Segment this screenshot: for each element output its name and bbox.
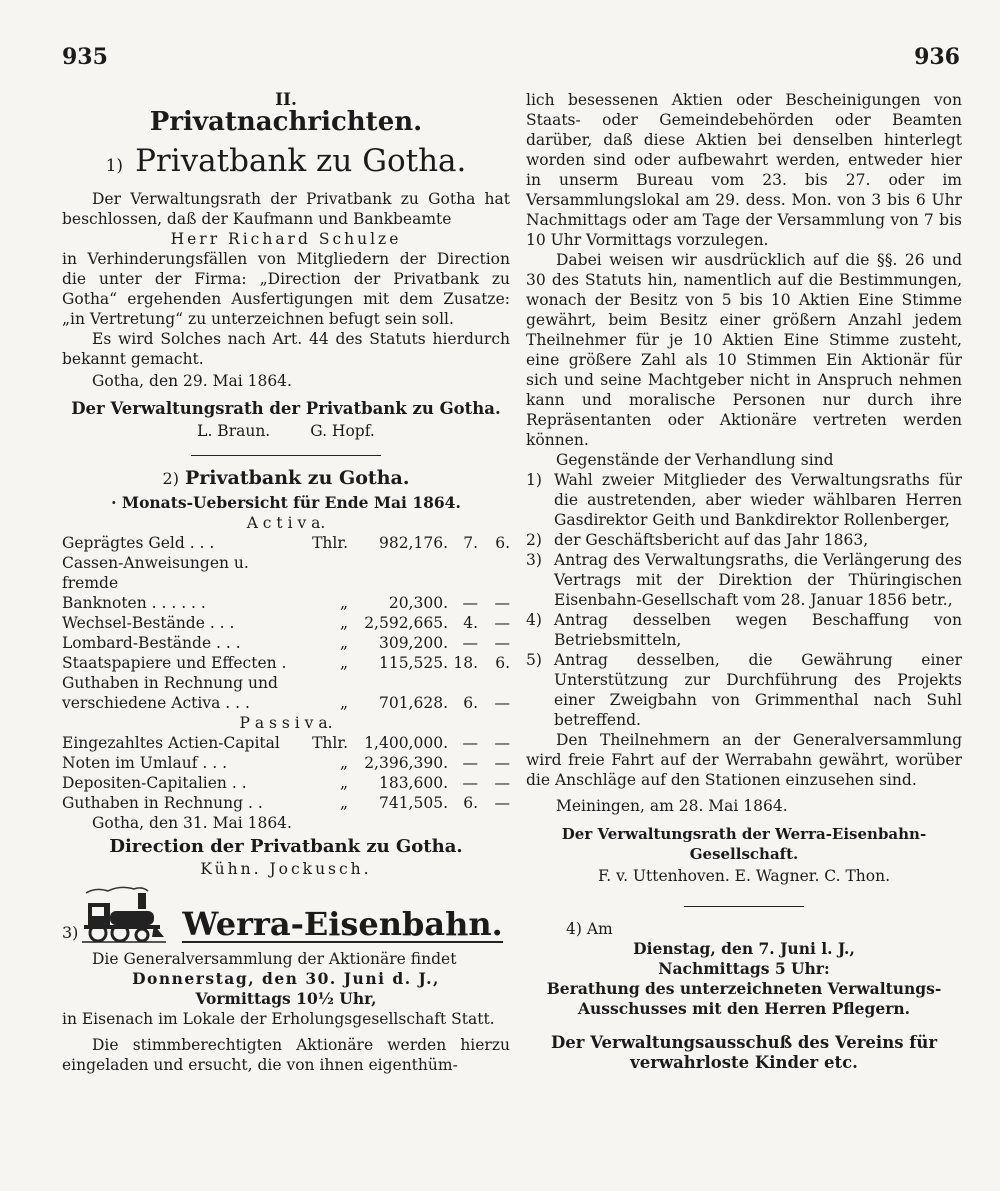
activa-label-cell: verschiedene Activa . . . <box>62 694 250 712</box>
item1-para1: Der Verwaltungsrath der Privatbank zu Gotha hat beschlossen, daß der Kaufmann und Bankbeamte <box>62 190 510 228</box>
activa-label-cell: Lombard-Bestände . . . <box>62 634 241 652</box>
activa-value-cell: 309,200. <box>378 634 448 652</box>
activa-value-cell: 982,176. <box>378 534 448 552</box>
activa-value-cell: 701,628. <box>378 694 448 712</box>
item1-signers <box>62 421 510 441</box>
free-travel-notice: Den Theilnehmern an der Generalversammlung wird freie Fahrt auf der Werrabahn gewährt, worüber die Anschläge auf den Stationen einzusehen sind. <box>526 731 962 789</box>
item2-heading <box>62 468 510 489</box>
item1-name: Herr Richard Schulze <box>170 230 402 248</box>
agenda-item-number: 3) <box>526 551 542 569</box>
left-column <box>62 90 510 1075</box>
item1-para3: Es wird Solches nach Art. 44 des Statuts hierdurch bekannt gemacht. <box>62 330 510 368</box>
activa-row <box>62 653 510 673</box>
item4-am: Am <box>586 920 613 938</box>
activa-row <box>62 593 510 613</box>
agenda-item-number: 4) <box>526 611 542 629</box>
item3-p2: Donnerstag, den 30. Juni d. J., <box>132 969 440 988</box>
activa-label-cell: Cassen-Anweisungen u. fremde <box>62 554 249 592</box>
item2-subtitle: · Monats-Uebersicht für Ende Mai 1864. <box>111 493 461 512</box>
agenda-item-text: der Geschäftsbericht auf das Jahr 1863, <box>554 531 869 549</box>
activa-currency-cell: „ <box>339 694 348 712</box>
passiva-pf-cell: — <box>494 754 510 772</box>
item1-number: 1) <box>105 156 124 176</box>
activa-sgr-cell: 7. <box>463 534 478 552</box>
passiva-currency-cell: „ <box>339 754 348 772</box>
activa-value-cell: 20,300. <box>388 594 448 612</box>
activa-value-cell <box>356 553 448 593</box>
activa-pf-cell: 6. <box>495 654 510 672</box>
passiva-currency-cell: Thlr. <box>312 734 348 752</box>
activa-row <box>62 633 510 653</box>
item3-p1: Die Generalversammlung der Aktionäre findet <box>92 950 457 968</box>
item3-p3: Vormittags 10½ Uhr, <box>195 989 377 1008</box>
activa-value-cell <box>356 673 448 693</box>
divider-right <box>684 906 804 907</box>
activa-sgr-cell: 18. <box>453 654 478 672</box>
item1-signer2: G. Hopf. <box>310 422 375 440</box>
agenda-item <box>526 610 962 650</box>
item1-date: Gotha, den 29. Mai 1864. <box>92 372 292 390</box>
activa-row <box>62 673 510 693</box>
activa-sgr-cell <box>448 553 478 593</box>
activa-sgr-cell: 6. <box>463 694 478 712</box>
agenda-item-text: Antrag des Verwaltungsraths, die Verlängerung des Vertrags mit der Direktion der Thüringischen Eisenbahn-Gesellschaft vom 28. Januar 1856 betr., <box>554 551 962 609</box>
passiva-row <box>62 733 510 753</box>
activa-label: A c t i v a. <box>246 514 326 532</box>
agenda-item-text: Wahl zweier Mitglieder des Verwaltungsraths für die austretenden, aber wieder wählbaren Herren Gasdirektor Geith und Bankdirektor Rollenberger, <box>554 471 962 529</box>
passiva-sgr-cell: — <box>462 754 478 772</box>
item4-text: Berathung des unterzeichneten Verwaltungs-Ausschusses mit den Herren Pflegern. <box>546 979 942 1018</box>
right-date: Meiningen, am 28. Mai 1864. <box>556 797 788 815</box>
agenda-item <box>526 650 962 730</box>
activa-sgr-cell: — <box>462 634 478 652</box>
activa-table <box>62 533 510 713</box>
activa-row <box>62 613 510 633</box>
activa-currency-cell <box>306 673 356 693</box>
continued-para2: Dabei weisen wir ausdrücklich auf die §§. 26 und 30 des Statuts hin, namentlich auf die Bestimmungen, wonach der Besitz von 5 bis 10 Aktien Eine Stimme gewährt, beim Besitz einer größern Anzahl jedem Theilnehmer für je 10 Aktien Eine Stimme zusteht, eine größere Zahl als 10 Stimmen Ein Aktionär für sich und seine Machtgeber nicht in Anspruch nehmen kann und moralische Personen nur durch ihre Repräsentanten oder Aktionäre vertreten werden können. <box>526 251 962 449</box>
agenda-item <box>526 530 962 550</box>
passiva-pf-cell: — <box>494 734 510 752</box>
agenda-item-text: Antrag desselben, die Gewährung einer Unterstützung zur Durchführung des Projekts einer Zweigbahn von Grimmenthal nach Suhl betreffend. <box>554 651 962 729</box>
activa-pf-cell: — <box>494 634 510 652</box>
passiva-row <box>62 793 510 813</box>
passiva-pf-cell: — <box>494 794 510 812</box>
divider <box>191 455 381 456</box>
item4-heading <box>566 919 962 939</box>
item2-signers: Kühn. Jockusch. <box>200 860 372 878</box>
section-title: Privatnachrichten. <box>149 107 423 137</box>
activa-pf-cell: 6. <box>495 534 510 552</box>
item2-date: Gotha, den 31. Mai 1864. <box>92 814 292 832</box>
item3-p5: Die stimmberechtigten Aktionäre werden hierzu eingeladen und ersucht, die von ihnen eigenthüm- <box>62 1036 510 1074</box>
passiva-sgr-cell: — <box>462 774 478 792</box>
page-number-left: 935 <box>62 44 108 70</box>
agenda-item-number: 1) <box>526 471 542 489</box>
passiva-currency-cell: „ <box>339 774 348 792</box>
item1-para2: in Verhinderungsfällen von Mitgliedern der Direction die unter der Firma: „Direction der Privatbank zu Gotha“ ergehenden Ausfertigungen mit dem Zusatze: „in Vertretung“ zu unterzeichnen befugt sein soll. <box>62 250 510 328</box>
passiva-value-cell: 741,505. <box>378 794 448 812</box>
activa-sgr-cell: — <box>462 594 478 612</box>
item4-signature: Der Verwaltungsausschuß des Vereins für verwahrloste Kinder etc. <box>550 1033 938 1072</box>
item4-day: Dienstag, den 7. Juni l. J., <box>633 939 855 958</box>
item1-signature: Der Verwaltungsrath der Privatbank zu Gotha. <box>71 399 501 418</box>
right-signers: F. v. Uttenhoven. E. Wagner. C. Thon. <box>597 867 891 885</box>
item3-number: 3) <box>62 923 79 942</box>
passiva-row <box>62 773 510 793</box>
passiva-table <box>62 733 510 813</box>
activa-value-cell: 2,592,665. <box>364 614 448 632</box>
continued-para1: lich besessenen Aktien oder Bescheinigungen von Staats- oder Gemeindebehörden oder Beamten darüber, daß diese Aktien bei denselben hinterlegt worden sind oder aufbewahrt werden, entweder hier in unserm Bureau vom 23. bis 27. oder im Versammlungslokal am 29. dess. Mon. von 3 bis 6 Uhr Nachmittags oder am Tage der Versammlung von 7 bis 10 Uhr Vormittags vorzulegen. <box>526 91 962 249</box>
passiva-value-cell: 1,400,000. <box>364 734 448 752</box>
passiva-currency-cell: „ <box>339 794 348 812</box>
page-number-right: 936 <box>914 44 960 70</box>
activa-currency-cell: „ <box>339 634 348 652</box>
passiva-label-cell: Noten im Umlauf . . . <box>62 754 228 772</box>
passiva-pf-cell: — <box>494 774 510 792</box>
activa-currency-cell <box>306 553 356 593</box>
activa-sgr-cell <box>448 673 478 693</box>
passiva-value-cell: 2,396,390. <box>364 754 448 772</box>
passiva-sgr-cell: 6. <box>463 794 478 812</box>
agenda-list <box>526 470 962 730</box>
activa-currency-cell: „ <box>339 594 348 612</box>
activa-sgr-cell: 4. <box>463 614 478 632</box>
agenda-item-text: Antrag desselben wegen Beschaffung von Betriebsmitteln, <box>554 611 962 649</box>
agenda-item-number: 5) <box>526 651 542 669</box>
activa-row <box>62 693 510 713</box>
item1-title: Privatbank zu Gotha. <box>135 143 467 179</box>
activa-row <box>62 533 510 553</box>
activa-pf-cell <box>478 553 510 593</box>
activa-label-cell: Geprägtes Geld . . . <box>62 534 215 552</box>
agenda-item <box>526 550 962 610</box>
agenda-item <box>526 470 962 530</box>
item3-heading <box>62 885 510 943</box>
right-column <box>526 90 962 1075</box>
activa-currency-cell: Thlr. <box>312 534 348 552</box>
activa-currency-cell: „ <box>339 614 348 632</box>
passiva-label-cell: Guthaben in Rechnung . . <box>62 794 263 812</box>
activa-label-cell: Wechsel-Bestände . . . <box>62 614 235 632</box>
activa-row <box>62 553 510 593</box>
activa-pf-cell: — <box>494 614 510 632</box>
activa-label-cell: Staatspapiere und Effecten . <box>62 654 287 672</box>
item2-signature: Direction der Privatbank zu Gotha. <box>109 836 463 857</box>
agenda-item-number: 2) <box>526 531 542 549</box>
passiva-row <box>62 753 510 773</box>
passiva-sgr-cell: — <box>462 734 478 752</box>
activa-currency-cell: „ <box>339 654 348 672</box>
item2-title: Privatbank zu Gotha. <box>184 467 410 489</box>
right-signature: Der Verwaltungsrath der Werra-Eisenbahn-Gesellschaft. <box>561 825 927 863</box>
agenda-intro: Gegenstände der Verhandlung sind <box>556 451 834 469</box>
section-roman: II. <box>275 90 297 110</box>
passiva-label-cell: Eingezahltes Actien-Capital <box>62 734 280 752</box>
passiva-label-cell: Depositen-Capitalien . . <box>62 774 247 792</box>
activa-pf-cell <box>478 673 510 693</box>
item3-p4: in Eisenach im Lokale der Erholungsgesellschaft Statt. <box>62 1010 495 1028</box>
activa-pf-cell: — <box>494 594 510 612</box>
item4-time: Nachmittags 5 Uhr: <box>658 959 830 978</box>
activa-value-cell: 115,525. <box>378 654 448 672</box>
passiva-value-cell: 183,600. <box>378 774 448 792</box>
item4-number: 4) <box>566 920 582 938</box>
item1-heading <box>62 142 510 185</box>
locomotive-icon <box>82 885 166 943</box>
item2-number: 2) <box>162 469 179 488</box>
item1-signer1: L. Braun. <box>197 422 271 440</box>
passiva-label: P a s s i v a. <box>239 714 333 732</box>
activa-label-cell: Banknoten . . . . . . <box>62 594 206 612</box>
activa-pf-cell: — <box>494 694 510 712</box>
item3-title: Werra-Eisenbahn. <box>182 905 503 943</box>
activa-label-cell: Guthaben in Rechnung und <box>62 674 278 692</box>
